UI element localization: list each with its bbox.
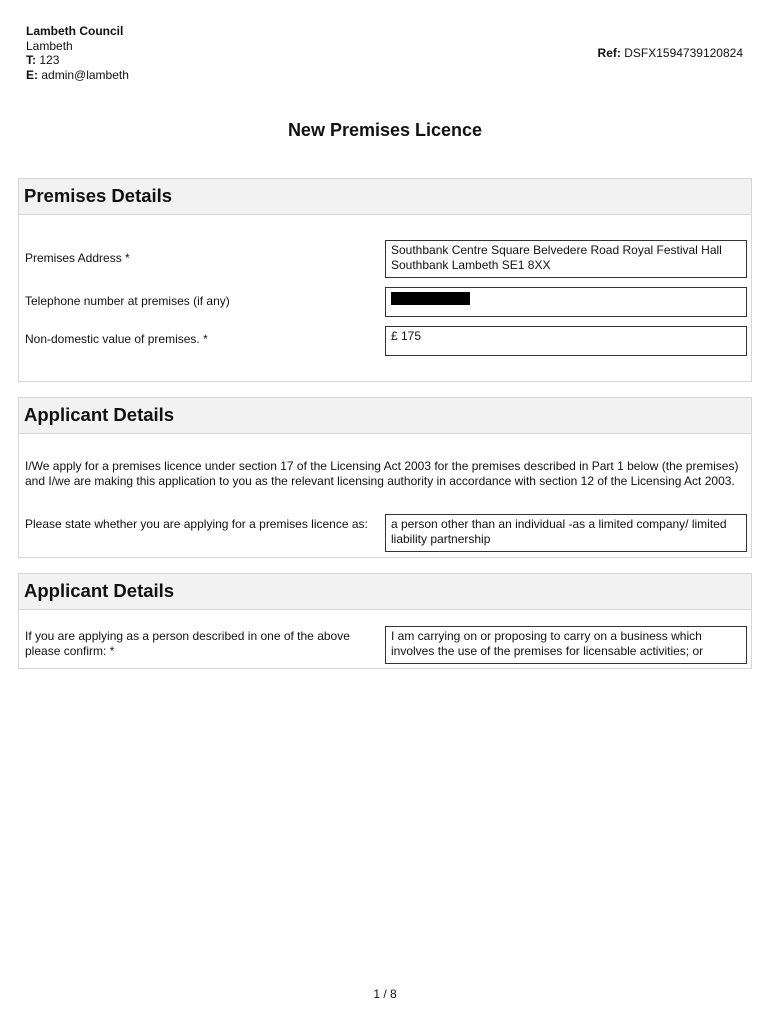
confirmation-label: If you are applying as a person described in one of the above please confirm: * xyxy=(25,629,350,658)
applicant-confirmation-section xyxy=(18,573,752,669)
document-title: New Premises Licence xyxy=(287,120,483,140)
council-phone xyxy=(26,53,129,68)
applicant-type-field: a person other than an individual -as a limited company/ limited liability partnership xyxy=(385,514,747,552)
section-header xyxy=(19,179,751,215)
telephone-label: Telephone number at premises (if any) xyxy=(25,294,230,308)
email-value: admin@lambeth xyxy=(41,67,129,82)
redacted-telephone xyxy=(391,292,470,305)
premises-address-field: Southbank Centre Square Belvedere Road Royal Festival Hall Southbank Lambeth SE1 8XX xyxy=(385,240,747,278)
ref-label: Ref: xyxy=(597,46,621,60)
section-heading: Applicant Details xyxy=(24,404,175,425)
council-contact-block xyxy=(26,24,129,82)
council-name: Lambeth Council xyxy=(26,24,124,38)
council-email xyxy=(26,68,129,83)
phone-label: T: xyxy=(26,53,36,67)
section-header xyxy=(19,574,751,610)
ref-value: DSFX1594739120824 xyxy=(624,46,743,60)
application-declaration: I/We apply for a premises licence under section 17 of the Licensing Act 2003 for the premises described in Part 1 below (the premises) and I/we are making this application to you as the relevant licensing authority in accordance with section 12 of the Licensing Act 2003. xyxy=(25,459,739,488)
page-indicator: 1 / 8 xyxy=(373,987,397,1001)
section-header xyxy=(19,398,751,434)
premises-details-section xyxy=(18,178,752,382)
phone-value: 123 xyxy=(39,53,60,67)
section-heading: Applicant Details xyxy=(24,580,175,601)
section-heading: Premises Details xyxy=(24,185,173,206)
non-domestic-value-label: Non-domestic value of premises. * xyxy=(25,332,208,346)
email-label: E: xyxy=(26,67,38,82)
applicant-type-label: Please state whether you are applying for a premises licence as: xyxy=(25,517,368,531)
telephone-field xyxy=(385,287,747,317)
reference-number xyxy=(598,46,743,60)
applicant-details-section xyxy=(18,397,752,558)
council-location: Lambeth xyxy=(26,38,73,53)
confirmation-field: I am carrying on or proposing to carry on a business which involves the use of the premises for licensable activities; or xyxy=(385,626,747,664)
premises-address-label: Premises Address * xyxy=(25,251,130,265)
non-domestic-value-field: £ 175 xyxy=(385,326,747,356)
